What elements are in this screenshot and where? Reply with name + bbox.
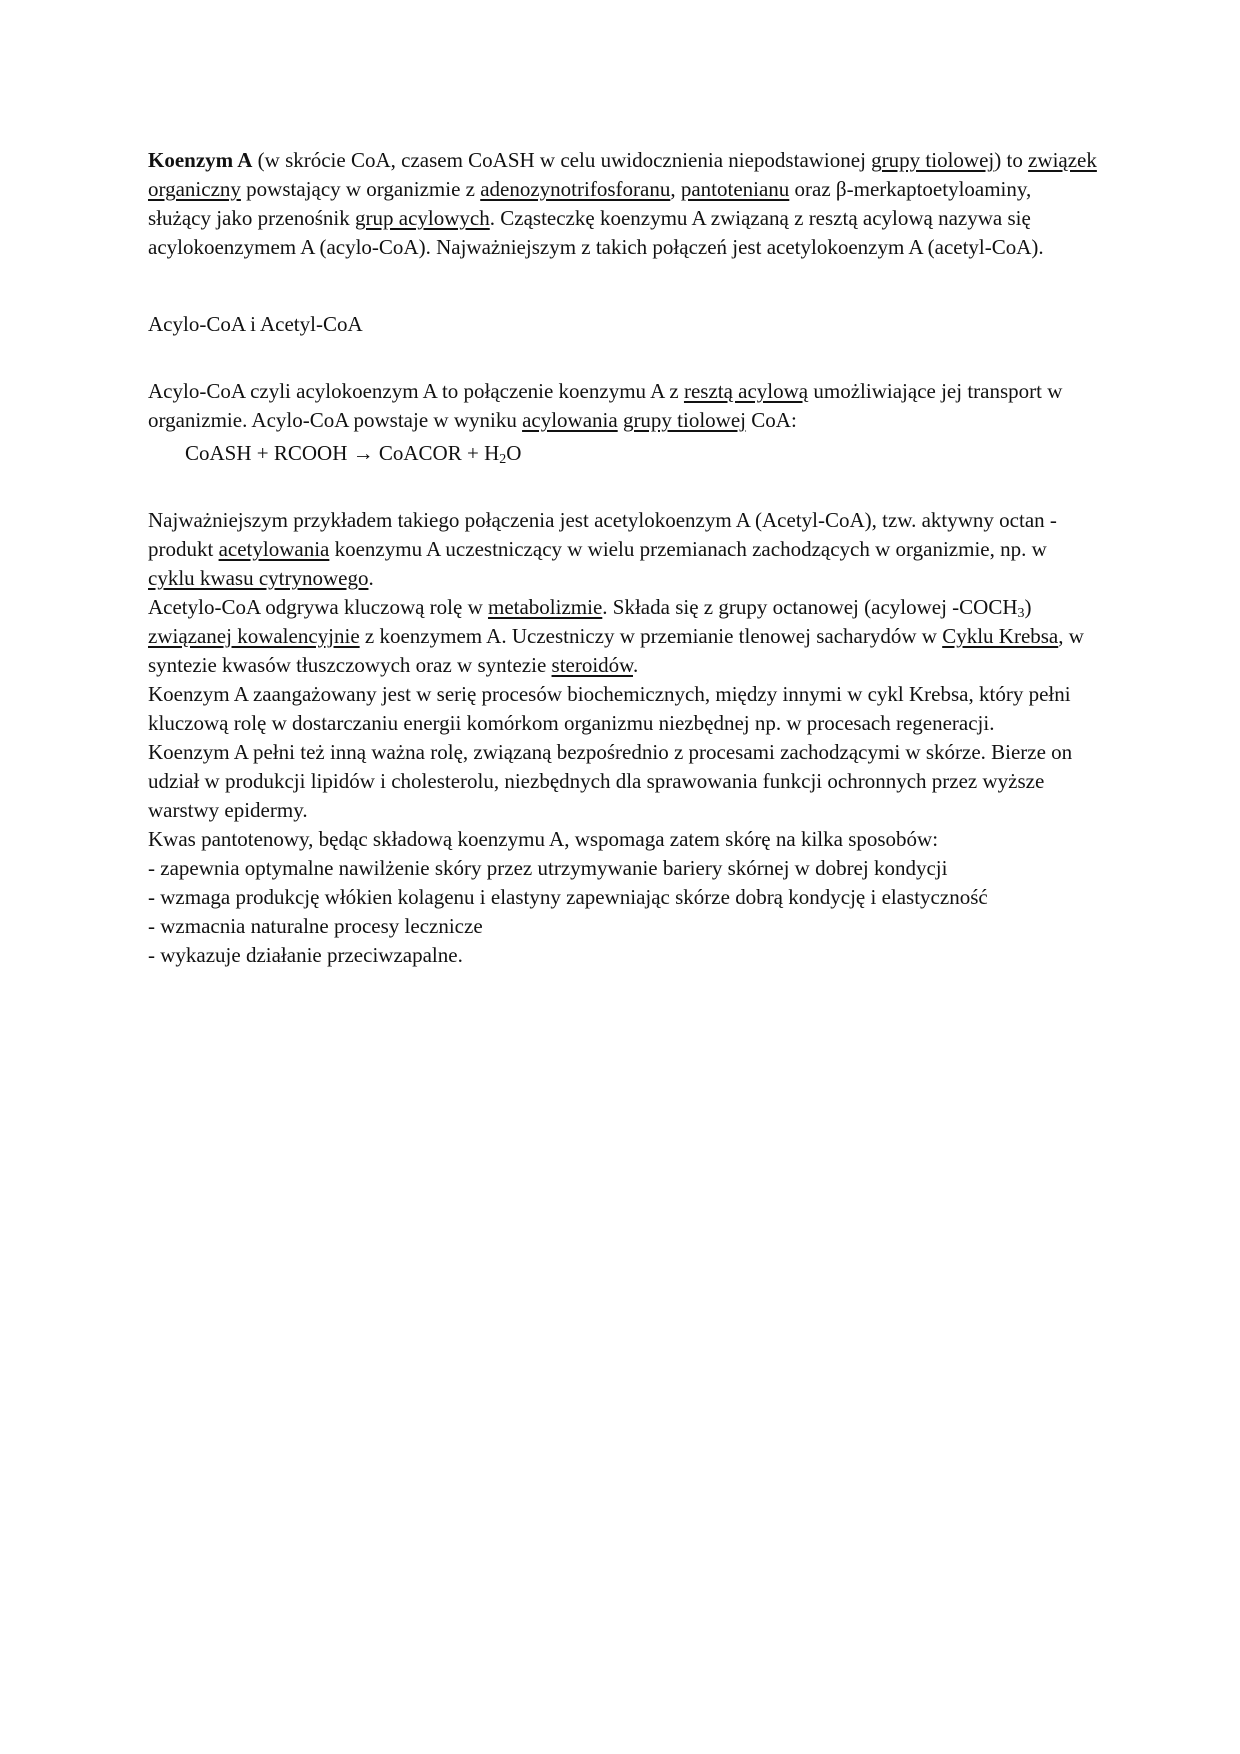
acetyl-paragraph: Najważniejszym przykładem takiego połączenia jest acetylokoenzym A (Acetyl-CoA), tzw. aktywny octan - produkt acetylowania koenzymu A uczestniczący w wielu przemianach zachodzących w organizmie, np. w cyklu kwasu cytrynowego.	[148, 508, 1057, 590]
link-zwiazek-organiczny[interactable]: związek organiczny	[148, 148, 1097, 201]
link-grupy-tiolowej-2[interactable]: grupy tiolowej	[622, 408, 747, 432]
pantothenic-paragraph: Kwas pantotenowy, będąc składową koenzymu A, wspomaga zatem skórę na kilka sposobów:	[148, 827, 939, 851]
list-item: - wzmaga produkcję włókien kolagenu i elastyny zapewniając skórze dobrą kondycję i elastyczność	[148, 885, 988, 909]
intro-paragraph: Koenzym A (w skrócie CoA, czasem CoASH w celu uwidocznienia niepodstawionej grupy tiolowej) to związek organiczny powstający w organizmie z adenozynotrifosforanu, pantotenianu oraz β-merkaptoetyloaminy, służący jako przenośnik grup acylowych. Cząsteczkę koenzymu A związaną z resztą acylową nazywa się acylokoenzymem A (acylo-CoA). Najważniejszym z takich połączeń jest acetylokoenzym A (acetyl-CoA).	[148, 148, 1097, 259]
list-item: - wykazuje działanie przeciwzapalne.	[148, 943, 463, 967]
document-page	[148, 146, 1098, 970]
link-reszta-acylowa[interactable]: resztą acylową	[683, 379, 809, 403]
link-acylowania[interactable]: acylowania	[522, 408, 618, 432]
link-steroidow[interactable]: steroidów	[551, 653, 633, 677]
arrow-icon: →	[352, 441, 374, 465]
link-cyklu-krebsa[interactable]: Cyklu Krebsa	[942, 624, 1059, 648]
list-item: - wzmacnia naturalne procesy lecznicze	[148, 914, 483, 938]
acylo-paragraph: Acylo-CoA czyli acylokoenzym A to połączenie koenzymu A z resztą acylową umożliwiające jej transport w organizmie. Acylo-CoA powstaje w wyniku acylowania grupy tiolowej CoA:	[148, 379, 1063, 432]
metabolism-paragraph: Acetylo-CoA odgrywa kluczową rolę w metabolizmie. Składa się z grupy octanowej (acylowej $-COCH_3$) związanej kowalencyjnie z koenzymem A. Uczestniczy w przemianie tlenowej sacharydów w Cyklu Krebsa, w syntezie kwasów tłuszczowych oraz w syntezie steroidów.	[148, 595, 1084, 677]
link-acetylowania[interactable]: acetylowania	[218, 537, 330, 561]
link-adenozynotrifosforanu[interactable]: adenozynotrifosforanu	[480, 177, 671, 201]
link-grup-acylowych[interactable]: grup acylowych	[355, 206, 490, 230]
link-grupy-tiolowej[interactable]: grupy tiolowej	[871, 148, 995, 172]
krebs-paragraph: Koenzym A zaangażowany jest w serię procesów biochemicznych, między innymi w cykl Krebsa, który pełni kluczową rolę w dostarczaniu energii komórkom organizmu niezbędnej np. w procesach regeneracji.	[148, 682, 1071, 735]
link-metabolizmie[interactable]: metabolizmie	[488, 595, 603, 619]
section-heading: Acylo-CoA i Acetyl-CoA	[148, 312, 363, 336]
term-koenzym-a: Koenzym A	[148, 148, 253, 172]
link-cyklu-kwasu-cytrynowego[interactable]: cyklu kwasu cytrynowego	[148, 566, 369, 590]
link-pantotenianu[interactable]: pantotenianu	[680, 177, 790, 201]
list-item: - zapewnia optymalne nawilżenie skóry przez utrzymywanie bariery skórnej w dobrej kondycji	[148, 856, 948, 880]
link-zwiazanej-kowalencyjnie[interactable]: związanej kowalencyjnie	[148, 624, 360, 648]
skin-paragraph: Koenzym A pełni też inną ważna rolę, związaną bezpośrednio z procesami zachodzącymi w skórze. Bierze on udział w produkcji lipidów i cholesterolu, niezbędnych dla sprawowania funkcji ochronnych przez wyższe warstwy epidermy.	[148, 740, 1073, 822]
reaction-equation: CoASH + RCOOH → CoACOR + $H_2O$	[185, 441, 522, 467]
